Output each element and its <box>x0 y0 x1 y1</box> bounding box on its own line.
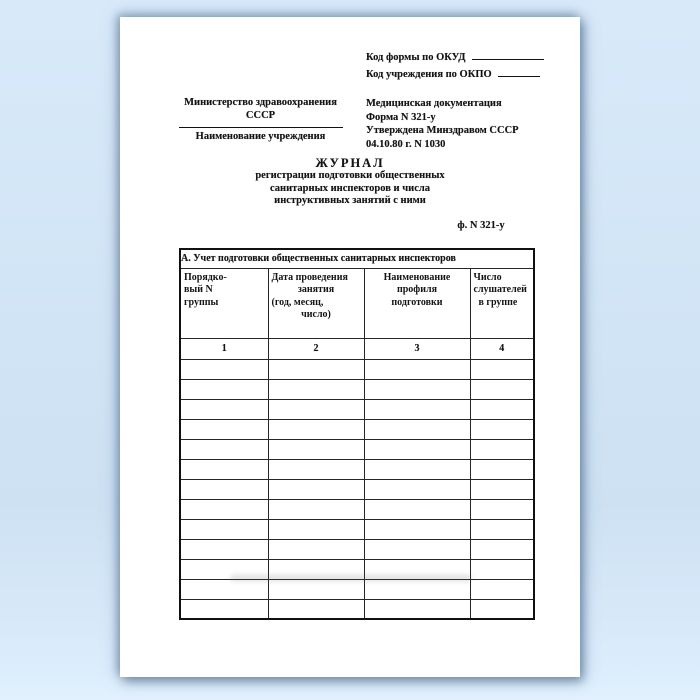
empty-cell <box>180 499 268 519</box>
empty-cell <box>268 599 364 619</box>
empty-cell <box>268 519 364 539</box>
page-title <box>120 156 580 208</box>
empty-cell <box>470 559 534 579</box>
form-number-ref: ф. N 321-у <box>457 220 505 231</box>
table-row <box>180 379 534 399</box>
empty-cell <box>180 359 268 379</box>
ministry-line2: СССР <box>245 110 276 121</box>
empty-cell <box>180 479 268 499</box>
empty-cell <box>470 399 534 419</box>
empty-cell <box>470 599 534 619</box>
table-row <box>180 479 534 499</box>
doc-line2: Форма N 321-у <box>366 111 436 123</box>
table-caption: А. Учет подготовки общественных санитарных инспекторов <box>180 249 534 268</box>
table-row <box>180 519 534 539</box>
header-line: Дата проведения <box>271 271 348 283</box>
ministry-line1: Министерство здравоохранения <box>184 97 337 108</box>
empty-cell <box>180 459 268 479</box>
table-row <box>180 499 534 519</box>
doc-approval-block <box>366 97 519 151</box>
table-row <box>180 579 534 599</box>
header-line: вый N <box>184 284 213 295</box>
column-number-2: 2 <box>268 338 364 359</box>
doc-line4: 04.10.80 г. N 1030 <box>366 138 446 150</box>
header-training-profile <box>364 268 470 338</box>
table-row <box>180 599 534 619</box>
header-line: занятия <box>297 284 335 295</box>
empty-cell <box>470 579 534 599</box>
empty-cell <box>268 499 364 519</box>
okud-label: Код формы по ОКУД <box>366 52 466 63</box>
empty-cell <box>470 479 534 499</box>
column-number-1: 1 <box>180 338 268 359</box>
empty-cell <box>268 439 364 459</box>
column-number-4: 4 <box>470 338 534 359</box>
empty-cell <box>180 519 268 539</box>
table-header-row <box>180 268 534 338</box>
empty-cell <box>180 399 268 419</box>
table-row <box>180 419 534 439</box>
doc-line3: Утверждена Минздравом СССР <box>366 125 519 136</box>
table-row <box>180 399 534 419</box>
empty-cell <box>470 499 534 519</box>
okpo-blank-line <box>498 66 540 77</box>
empty-cell <box>364 459 470 479</box>
scan-artifact <box>230 574 472 582</box>
empty-cell <box>470 379 534 399</box>
header-lesson-date <box>268 268 364 338</box>
okpo-code-line <box>366 66 544 83</box>
empty-cell <box>364 379 470 399</box>
empty-cell <box>364 479 470 499</box>
empty-cell <box>268 479 364 499</box>
empty-cell <box>268 579 364 599</box>
empty-cell <box>364 539 470 559</box>
empty-cell <box>364 579 470 599</box>
table-caption-row <box>180 249 534 268</box>
table-row <box>180 539 534 559</box>
title-sub-line2: санитарных инспекторов и числа <box>270 182 430 194</box>
institution-blank-line <box>179 127 343 128</box>
title-main: ЖУРНАЛ <box>315 156 385 170</box>
header-line: подготовки <box>391 296 443 308</box>
empty-cell <box>180 539 268 559</box>
header-listener-count <box>470 268 534 338</box>
header-group-number <box>180 268 268 338</box>
okud-blank-line <box>472 49 544 60</box>
empty-cell <box>470 459 534 479</box>
title-sub-line1: регистрации подготовки общественных <box>255 170 445 181</box>
header-line: Порядко- <box>184 271 227 283</box>
okpo-label: Код учреждения по ОКПО <box>366 69 492 80</box>
form-page <box>120 17 580 677</box>
empty-cell <box>364 399 470 419</box>
header-line: число) <box>301 309 331 320</box>
empty-cell <box>470 539 534 559</box>
empty-cell <box>180 379 268 399</box>
empty-cell <box>268 359 364 379</box>
ministry-block <box>158 96 363 143</box>
empty-cell <box>470 439 534 459</box>
empty-cell <box>180 439 268 459</box>
empty-cell <box>364 599 470 619</box>
table-row <box>180 439 534 459</box>
empty-cell <box>364 439 470 459</box>
header-line: Число <box>473 271 502 283</box>
registration-table <box>179 248 535 620</box>
column-number-3: 3 <box>364 338 470 359</box>
title-sub-line3: инструктивных занятий с ними <box>274 195 426 206</box>
code-lines <box>366 49 544 83</box>
empty-cell <box>268 379 364 399</box>
header-line: в группе <box>478 296 518 308</box>
empty-cell <box>268 459 364 479</box>
table-row <box>180 359 534 379</box>
empty-cell <box>364 419 470 439</box>
institution-caption: Наименование учреждения <box>195 131 326 142</box>
empty-cell <box>364 519 470 539</box>
empty-cell <box>470 519 534 539</box>
empty-cell <box>180 419 268 439</box>
doc-line1: Медицинская документация <box>366 98 502 109</box>
empty-cell <box>268 399 364 419</box>
registration-table-wrap <box>179 248 535 620</box>
empty-cell <box>364 359 470 379</box>
empty-cell <box>470 359 534 379</box>
header-line: Наименование <box>383 271 451 283</box>
column-numbers-row <box>180 338 534 359</box>
empty-cell <box>364 499 470 519</box>
empty-cell <box>180 599 268 619</box>
okud-code-line <box>366 49 544 66</box>
header-line: (год, месяц, <box>271 296 324 308</box>
empty-cell <box>268 419 364 439</box>
header-line: слушателей <box>473 284 527 295</box>
empty-cell <box>470 419 534 439</box>
empty-cell <box>180 579 268 599</box>
header-line: профиля <box>396 284 438 295</box>
header-line: группы <box>184 296 219 308</box>
table-row <box>180 459 534 479</box>
empty-cell <box>268 539 364 559</box>
